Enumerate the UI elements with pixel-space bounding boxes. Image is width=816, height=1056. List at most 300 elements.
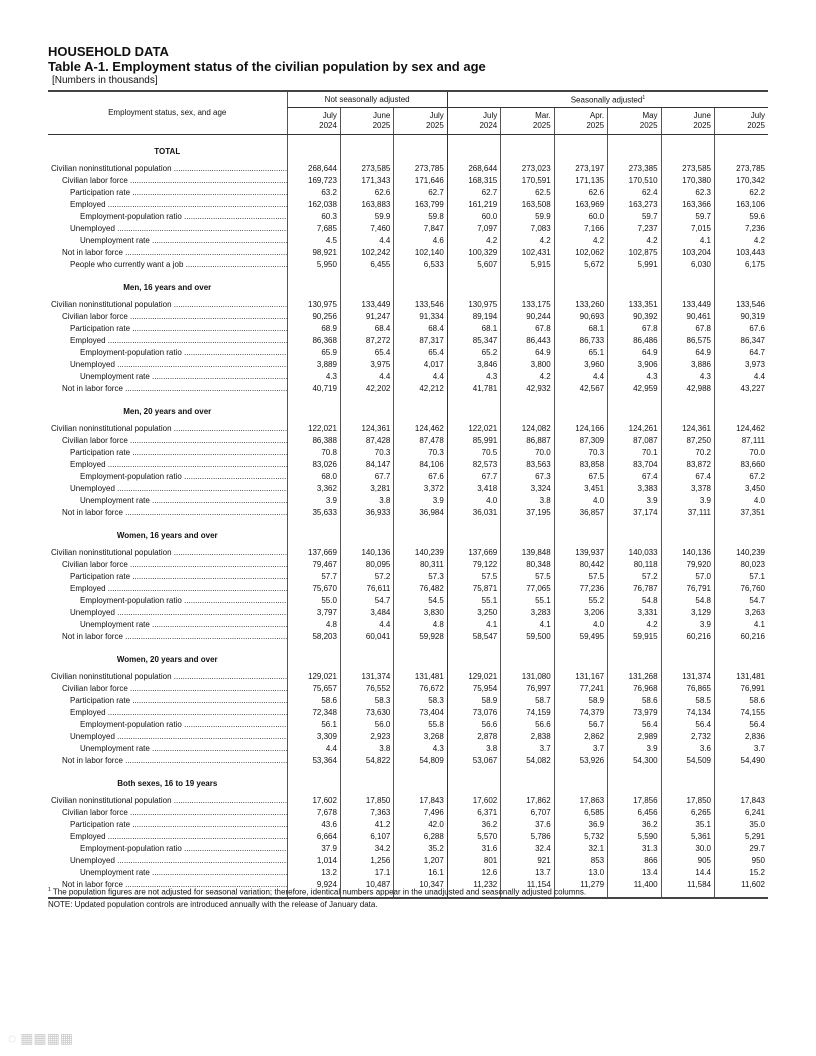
value-cell: 273,023	[501, 163, 554, 175]
value-cell: 4.0	[554, 495, 607, 507]
row-label: Unemployment rate .....	[80, 620, 287, 629]
value-cell: 57.5	[554, 571, 607, 583]
value-cell: 35,633	[287, 507, 340, 519]
period-year: 2025	[426, 121, 444, 130]
period-month: May	[642, 111, 658, 120]
empty-cell	[661, 519, 714, 547]
value-cell: 4.0	[554, 619, 607, 631]
value-cell: 32.4	[501, 843, 554, 855]
row-label-cell	[48, 459, 287, 471]
value-cell: 70.0	[501, 447, 554, 459]
value-cell: 16.1	[394, 867, 447, 879]
empty-cell	[501, 767, 554, 795]
value-cell: 1,014	[287, 855, 340, 867]
value-cell: 76,760	[715, 583, 769, 595]
value-cell: 59,495	[554, 631, 607, 643]
empty-cell	[287, 519, 340, 547]
row-label-cell	[48, 507, 287, 519]
table-row	[48, 743, 768, 755]
table-row	[48, 175, 768, 187]
value-cell: 1,207	[394, 855, 447, 867]
value-cell: 74,155	[715, 707, 769, 719]
value-cell: 6,107	[340, 831, 393, 843]
value-cell: 43.6	[287, 819, 340, 831]
value-cell: 3,484	[340, 607, 393, 619]
row-label-cell	[48, 595, 287, 607]
row-label-cell	[48, 631, 287, 643]
value-cell: 2,878	[447, 731, 500, 743]
value-cell: 137,669	[447, 547, 500, 559]
row-label-cell	[48, 583, 287, 595]
value-cell: 102,242	[340, 247, 393, 259]
value-cell: 64.7	[715, 347, 769, 359]
table-row	[48, 507, 768, 519]
value-cell: 57.7	[287, 571, 340, 583]
value-cell: 4.4	[340, 371, 393, 383]
value-cell: 54.7	[715, 595, 769, 607]
value-cell: 53,926	[554, 755, 607, 767]
value-cell: 86,887	[501, 435, 554, 447]
value-cell: 4.6	[394, 235, 447, 247]
table-row	[48, 867, 768, 879]
value-cell: 163,508	[501, 199, 554, 211]
row-label-cell	[48, 187, 287, 199]
section-header-row	[48, 271, 768, 299]
value-cell: 17.1	[340, 867, 393, 879]
value-cell: 67.2	[715, 471, 769, 483]
value-cell: 131,268	[608, 671, 661, 683]
section-title: Men, 16 years and over	[123, 283, 212, 292]
value-cell: 2,923	[340, 731, 393, 743]
value-cell: 59,500	[501, 631, 554, 643]
value-cell: 86,368	[287, 335, 340, 347]
value-cell: 124,166	[554, 423, 607, 435]
value-cell: 56.1	[287, 719, 340, 731]
value-cell: 6,707	[501, 807, 554, 819]
empty-cell	[287, 135, 340, 164]
value-cell: 58,547	[447, 631, 500, 643]
row-label: Civilian noninstitutional population .....	[51, 300, 287, 309]
value-cell: 11,602	[715, 879, 769, 898]
value-cell: 76,791	[661, 583, 714, 595]
value-cell: 76,482	[394, 583, 447, 595]
value-cell: 36.2	[447, 819, 500, 831]
table-row	[48, 855, 768, 867]
value-cell: 129,021	[447, 671, 500, 683]
value-cell: 7,685	[287, 223, 340, 235]
empty-cell	[340, 643, 393, 671]
table-row	[48, 347, 768, 359]
empty-cell	[394, 643, 447, 671]
value-cell: 67.6	[715, 323, 769, 335]
table-row	[48, 731, 768, 743]
value-cell: 63.2	[287, 187, 340, 199]
value-cell: 75,657	[287, 683, 340, 695]
empty-cell	[447, 767, 500, 795]
empty-cell	[715, 519, 769, 547]
value-cell: 87,272	[340, 335, 393, 347]
table-row	[48, 831, 768, 843]
row-label-cell	[48, 163, 287, 175]
table-row	[48, 447, 768, 459]
table-row	[48, 187, 768, 199]
value-cell: 5,991	[608, 259, 661, 271]
table-row	[48, 631, 768, 643]
row-label: Employment-population ratio .....	[80, 348, 287, 357]
row-label: Employed .....	[70, 832, 287, 841]
value-cell: 85,991	[447, 435, 500, 447]
empty-cell	[501, 135, 554, 164]
value-cell: 133,546	[394, 299, 447, 311]
value-cell: 84,147	[340, 459, 393, 471]
value-cell: 4.4	[287, 743, 340, 755]
table-row	[48, 619, 768, 631]
value-cell: 139,848	[501, 547, 554, 559]
table-row	[48, 435, 768, 447]
value-cell: 58.6	[608, 695, 661, 707]
value-cell: 32.1	[554, 843, 607, 855]
row-label: Unemployment rate .....	[80, 372, 287, 381]
value-cell: 4.0	[715, 495, 769, 507]
value-cell: 56.0	[340, 719, 393, 731]
value-cell: 133,449	[661, 299, 714, 311]
value-cell: 58.5	[661, 695, 714, 707]
value-cell: 79,467	[287, 559, 340, 571]
period-year: 2025	[532, 121, 551, 130]
row-label-cell	[48, 235, 287, 247]
value-cell: 85,347	[447, 335, 500, 347]
value-cell: 83,026	[287, 459, 340, 471]
value-cell: 133,449	[340, 299, 393, 311]
value-cell: 170,380	[661, 175, 714, 187]
value-cell: 10,487	[340, 879, 393, 898]
value-cell: 7,097	[447, 223, 500, 235]
value-cell: 139,937	[554, 547, 607, 559]
row-label-cell	[48, 471, 287, 483]
value-cell: 4.1	[501, 619, 554, 631]
value-cell: 42.0	[394, 819, 447, 831]
period-year: 2025	[586, 121, 605, 130]
table-row	[48, 607, 768, 619]
value-cell: 3,362	[287, 483, 340, 495]
value-cell: 13.2	[287, 867, 340, 879]
value-cell: 70.8	[287, 447, 340, 459]
value-cell: 171,135	[554, 175, 607, 187]
value-cell: 60.0	[447, 211, 500, 223]
period-month: June	[693, 111, 711, 120]
value-cell: 76,552	[340, 683, 393, 695]
value-cell: 36,984	[394, 507, 447, 519]
value-cell: 77,236	[554, 583, 607, 595]
value-cell: 43,227	[715, 383, 769, 395]
value-cell: 41.2	[340, 819, 393, 831]
row-label: Participation rate .....	[70, 820, 287, 829]
value-cell: 131,167	[554, 671, 607, 683]
value-cell: 4.2	[554, 235, 607, 247]
value-cell: 3,889	[287, 359, 340, 371]
value-cell: 11,400	[608, 879, 661, 898]
empty-cell	[501, 395, 554, 423]
table-row	[48, 495, 768, 507]
value-cell: 137,669	[287, 547, 340, 559]
value-cell: 3,250	[447, 607, 500, 619]
value-cell: 54.5	[394, 595, 447, 607]
value-cell: 67.3	[501, 471, 554, 483]
table-row	[48, 483, 768, 495]
value-cell: 90,256	[287, 311, 340, 323]
value-cell: 91,334	[394, 311, 447, 323]
section-title: Both sexes, 16 to 19 years	[117, 779, 218, 788]
value-cell: 73,979	[608, 707, 661, 719]
empty-cell	[715, 767, 769, 795]
value-cell: 15.2	[715, 867, 769, 879]
value-cell: 3,960	[554, 359, 607, 371]
value-cell: 5,570	[447, 831, 500, 843]
value-cell: 80,095	[340, 559, 393, 571]
value-cell: 133,351	[608, 299, 661, 311]
value-cell: 921	[501, 855, 554, 867]
value-cell: 169,723	[287, 175, 340, 187]
value-cell: 7,847	[394, 223, 447, 235]
group-header-sa-label: Seasonally adjusted	[570, 95, 643, 105]
table-row	[48, 707, 768, 719]
row-label-cell	[48, 683, 287, 695]
value-cell: 62.3	[661, 187, 714, 199]
value-cell: 6,456	[608, 807, 661, 819]
row-label-cell	[48, 707, 287, 719]
empty-cell	[554, 395, 607, 423]
section-header-row	[48, 135, 768, 164]
empty-cell	[447, 519, 500, 547]
empty-cell	[554, 271, 607, 299]
value-cell: 122,021	[287, 423, 340, 435]
row-label: Civilian labor force .....	[62, 176, 287, 185]
period-year: 2024	[319, 121, 337, 130]
value-cell: 3.6	[661, 743, 714, 755]
period-year: 2025	[693, 121, 711, 130]
value-cell: 83,660	[715, 459, 769, 471]
row-label-cell	[48, 483, 287, 495]
value-cell: 4.4	[394, 371, 447, 383]
value-cell: 70.1	[608, 447, 661, 459]
value-cell: 5,607	[447, 259, 500, 271]
value-cell: 124,261	[608, 423, 661, 435]
value-cell: 140,033	[608, 547, 661, 559]
section-header-row	[48, 395, 768, 423]
value-cell: 17,850	[340, 795, 393, 807]
value-cell: 67.7	[340, 471, 393, 483]
row-label-cell	[48, 559, 287, 571]
value-cell: 83,563	[501, 459, 554, 471]
value-cell: 54.7	[340, 595, 393, 607]
value-cell: 100,329	[447, 247, 500, 259]
value-cell: 68.0	[287, 471, 340, 483]
row-label-cell	[48, 547, 287, 559]
period-month: July	[322, 111, 337, 120]
row-label: Employed .....	[70, 200, 287, 209]
row-label: Civilian labor force .....	[62, 808, 287, 817]
value-cell: 55.0	[287, 595, 340, 607]
value-cell: 3.8	[501, 495, 554, 507]
row-label: Participation rate .....	[70, 448, 287, 457]
row-label: Unemployed .....	[70, 484, 287, 493]
period-header	[661, 108, 714, 135]
value-cell: 56.7	[554, 719, 607, 731]
footnote-marker: 1	[48, 887, 51, 893]
value-cell: 55.1	[501, 595, 554, 607]
row-label: Participation rate .....	[70, 572, 287, 581]
value-cell: 161,219	[447, 199, 500, 211]
row-label-cell	[48, 311, 287, 323]
value-cell: 36.2	[608, 819, 661, 831]
table-row	[48, 819, 768, 831]
value-cell: 3,418	[447, 483, 500, 495]
empty-cell	[287, 271, 340, 299]
value-cell: 80,311	[394, 559, 447, 571]
value-cell: 4.3	[394, 743, 447, 755]
value-cell: 3,268	[394, 731, 447, 743]
table-row	[48, 371, 768, 383]
row-label: Civilian noninstitutional population .....	[51, 548, 287, 557]
value-cell: 73,404	[394, 707, 447, 719]
row-label-cell	[48, 175, 287, 187]
empty-cell	[447, 271, 500, 299]
value-cell: 36,933	[340, 507, 393, 519]
value-cell: 37,195	[501, 507, 554, 519]
value-cell: 163,273	[608, 199, 661, 211]
value-cell: 273,585	[661, 163, 714, 175]
value-cell: 11,584	[661, 879, 714, 898]
table-row	[48, 719, 768, 731]
value-cell: 905	[661, 855, 714, 867]
employment-status-table	[48, 90, 768, 899]
period-header	[287, 108, 340, 135]
value-cell: 62.7	[394, 187, 447, 199]
value-cell: 59.8	[394, 211, 447, 223]
value-cell: 59,915	[608, 631, 661, 643]
value-cell: 11,154	[501, 879, 554, 898]
value-cell: 54.8	[661, 595, 714, 607]
row-label: Employment-population ratio .....	[80, 472, 287, 481]
value-cell: 4.1	[715, 619, 769, 631]
value-cell: 67.5	[554, 471, 607, 483]
row-label-cell	[48, 619, 287, 631]
value-cell: 42,988	[661, 383, 714, 395]
empty-cell	[715, 395, 769, 423]
value-cell: 67.4	[661, 471, 714, 483]
value-cell: 74,159	[501, 707, 554, 719]
value-cell: 59.9	[340, 211, 393, 223]
value-cell: 13.0	[554, 867, 607, 879]
value-cell: 7,166	[554, 223, 607, 235]
table-title: Table A-1. Employment status of the civilian population by sex and age	[48, 59, 486, 74]
value-cell: 140,239	[715, 547, 769, 559]
value-cell: 83,704	[608, 459, 661, 471]
value-cell: 17,843	[394, 795, 447, 807]
value-cell: 122,021	[447, 423, 500, 435]
value-cell: 75,670	[287, 583, 340, 595]
table-row	[48, 235, 768, 247]
table-row	[48, 323, 768, 335]
value-cell: 57.0	[661, 571, 714, 583]
value-cell: 129,021	[287, 671, 340, 683]
value-cell: 131,374	[661, 671, 714, 683]
empty-cell	[447, 135, 500, 164]
value-cell: 3.9	[661, 495, 714, 507]
period-header	[501, 108, 554, 135]
empty-cell	[394, 271, 447, 299]
value-cell: 163,106	[715, 199, 769, 211]
value-cell: 90,392	[608, 311, 661, 323]
empty-cell	[715, 271, 769, 299]
row-label: Civilian labor force .....	[62, 436, 287, 445]
value-cell: 3.9	[394, 495, 447, 507]
value-cell: 4.4	[340, 619, 393, 631]
value-cell: 54.8	[608, 595, 661, 607]
empty-cell	[340, 767, 393, 795]
value-cell: 80,023	[715, 559, 769, 571]
value-cell: 57.5	[447, 571, 500, 583]
value-cell: 73,076	[447, 707, 500, 719]
value-cell: 7,083	[501, 223, 554, 235]
value-cell: 2,862	[554, 731, 607, 743]
value-cell: 5,291	[715, 831, 769, 843]
value-cell: 68.9	[287, 323, 340, 335]
units-note: [Numbers in thousands]	[52, 75, 158, 86]
value-cell: 13.7	[501, 867, 554, 879]
value-cell: 3,283	[501, 607, 554, 619]
value-cell: 80,118	[608, 559, 661, 571]
value-cell: 65.9	[287, 347, 340, 359]
value-cell: 37.9	[287, 843, 340, 855]
empty-cell	[608, 395, 661, 423]
value-cell: 3,450	[715, 483, 769, 495]
value-cell: 3.9	[661, 619, 714, 631]
value-cell: 36,031	[447, 507, 500, 519]
value-cell: 866	[608, 855, 661, 867]
value-cell: 4.3	[287, 371, 340, 383]
row-label: Civilian labor force .....	[62, 684, 287, 693]
value-cell: 801	[447, 855, 500, 867]
value-cell: 56.4	[608, 719, 661, 731]
value-cell: 87,111	[715, 435, 769, 447]
row-label-cell	[48, 831, 287, 843]
value-cell: 37.6	[501, 819, 554, 831]
value-cell: 6,371	[447, 807, 500, 819]
value-cell: 3,830	[394, 607, 447, 619]
empty-cell	[340, 271, 393, 299]
footnote-note: NOTE: Updated population controls are introduced annually with the release of January data.	[48, 900, 378, 909]
empty-cell	[501, 519, 554, 547]
empty-cell	[661, 135, 714, 164]
value-cell: 67.8	[608, 323, 661, 335]
row-label: Not in labor force .....	[62, 384, 287, 393]
row-label-cell	[48, 447, 287, 459]
value-cell: 133,260	[554, 299, 607, 311]
value-cell: 98,921	[287, 247, 340, 259]
row-label: Employment-population ratio .....	[80, 212, 287, 221]
value-cell: 65.2	[447, 347, 500, 359]
value-cell: 90,693	[554, 311, 607, 323]
value-cell: 3.8	[340, 743, 393, 755]
value-cell: 102,875	[608, 247, 661, 259]
value-cell: 74,379	[554, 707, 607, 719]
value-cell: 3.9	[608, 743, 661, 755]
value-cell: 4.2	[501, 235, 554, 247]
value-cell: 65.4	[394, 347, 447, 359]
empty-cell	[394, 395, 447, 423]
period-year: 2025	[372, 121, 391, 130]
